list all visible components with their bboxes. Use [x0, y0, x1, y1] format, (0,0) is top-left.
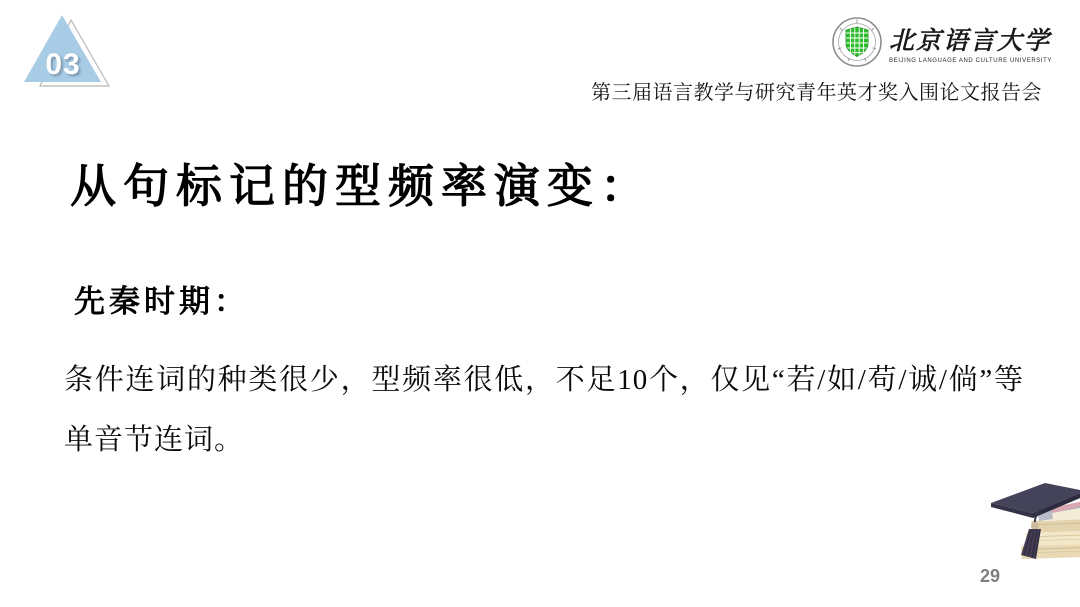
university-name-cn: 北京语言大学	[889, 27, 1052, 55]
university-seal-icon	[831, 16, 883, 68]
slide-subtitle: 先秦时期：	[74, 284, 249, 319]
university-logo	[831, 16, 1052, 68]
university-name-en: BEIJING LANGUAGE AND CULTURE UNIVERSITY	[889, 57, 1052, 64]
section-number: 03	[45, 48, 81, 81]
slide-title: 从句标记的型频率演变：	[70, 160, 653, 212]
graduation-cap-image	[985, 463, 1080, 563]
conference-title: 第三届语言教学与研究青年英才奖入围论文报告会	[591, 82, 1042, 104]
body-paragraph: 条件连词的种类很少，型频率很低，不足10个，仅见“若/如/苟/诚/倘”等单音节连词。	[64, 364, 1024, 456]
section-number-badge	[22, 12, 117, 94]
university-name-block	[889, 21, 1052, 64]
page-number: 29	[979, 566, 1000, 586]
